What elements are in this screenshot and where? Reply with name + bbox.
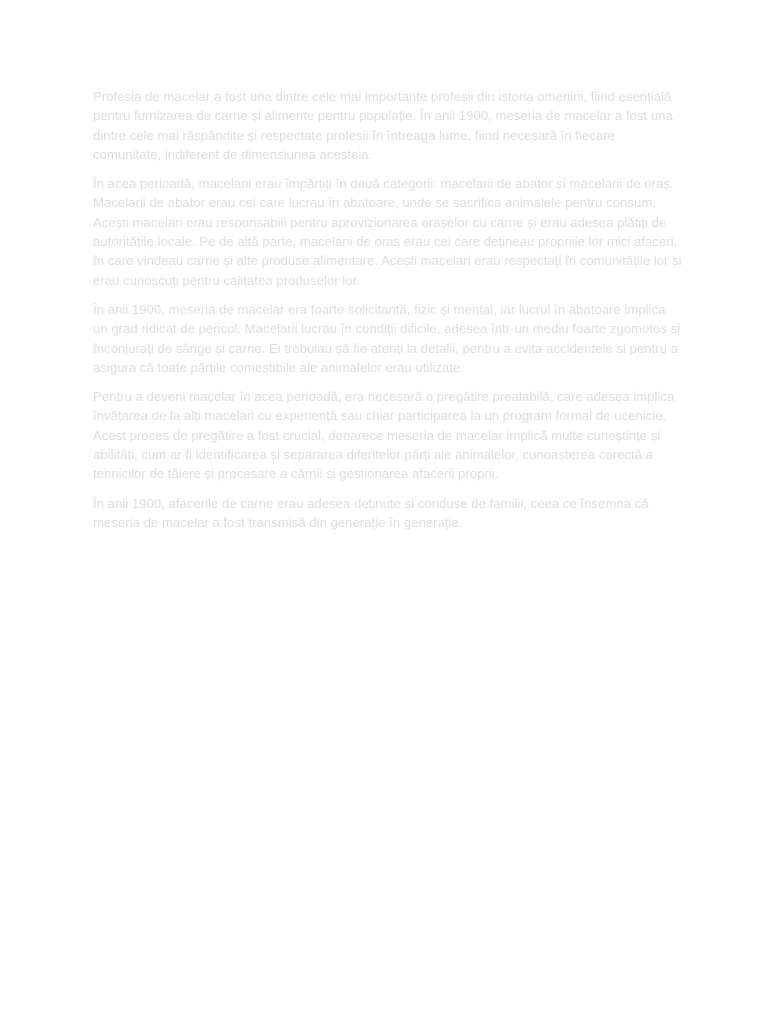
paragraph-2: În acea perioadă, macelarii erau împărțiți în două categorii: macelarii de abator și macelarii de oraș. Macelarii de abator erau cei care lucrau în abatoare, unde se sacrifica animalele pentru consum. Acești macelari erau responsabili pentru aprovizionarea orașelor cu carne și erau adesea plătiți de autoritățile locale. Pe de altă parte, macelarii de oraș erau cei care dețineau propriile lor mici afaceri, în care vindeau carne și alte produse alimentare. Acești macelari erau respectați în comunitățile lor și erau cunoscuți pentru calitatea produselor lor.	[93, 176, 682, 288]
paragraph-5: În anii 1900, afacerile de carne erau adesea deținute și conduse de familii, ceea ce însemna că meseria de macelar a fost transmisă din generație în generație.	[93, 495, 649, 530]
paragraph-4: Pentru a deveni macelar în acea perioadă, era necesară o pregătire prealabilă, care adesea implica învățarea de la alți macelari cu experiență sau chiar participarea la un program formal de ucenicie. Acest proces de pregătire a fost crucial, deoarece meseria de macelar implică multe cunoștințe și abilități, cum ar fi identificarea și separarea diferitelor părți ale animalelor, cunoașterea corectă a tehnicilor de tăiere și procesare a cărnii și gestionarea afacerii proprii.	[93, 389, 675, 482]
document-page	[93, 87, 683, 542]
paragraph-1: Profesia de macelar a fost una dintre cele mai importante profesii din istoria omenirii, fiind esențială pentru furnizarea de carne și alimente pentru populație. În anii 1900, meseria de macelar a fost una dintre cele mai răspândite și respectate profesii în întreaga lume, fiind necesară în fiecare comunitate, indiferent de dimensiunea acesteia.	[93, 89, 673, 162]
paragraph-3: În anii 1900, meseria de macelar era foarte solicitantă, fizic și mental, iar lucrul în abatoare implica un grad ridicat de pericol. Macelarii lucrau în condiții dificile, adesea într-un mediu foarte zgomotos și înconjurați de sânge și carne. Ei trebuiau să fie atenți la detalii, pentru a evita accidentele și pentru a asigura că toate părțile comestibile ale animalelor erau utilizate.	[93, 301, 681, 375]
